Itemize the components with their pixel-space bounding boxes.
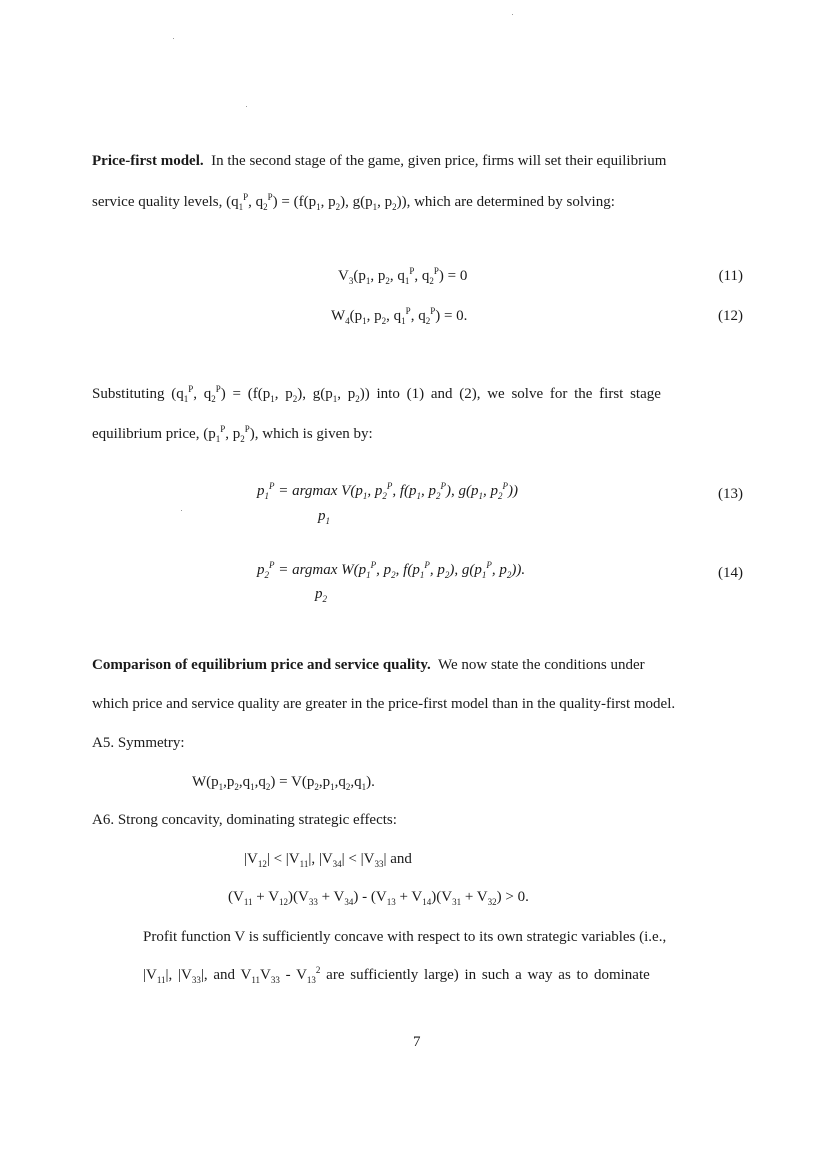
text-fragment: ) = (f(p bbox=[220, 386, 271, 402]
text-fragment: (p bbox=[353, 268, 366, 284]
equation-number-13: (13) bbox=[718, 486, 743, 502]
text-fragment: V(p bbox=[341, 483, 363, 499]
price-first-line-1 bbox=[92, 153, 666, 170]
equation-12: $W_4(p_1$, $p_2$, $q_1^P$, $q_2^P) = 0$. bbox=[331, 306, 468, 326]
comparison-line-2: which price and service quality are greater in the price-first model than in the quality-first model. bbox=[92, 696, 676, 712]
scan-speck bbox=[246, 106, 247, 107]
text-fragment: W(p bbox=[341, 562, 367, 578]
text-fragment: p bbox=[257, 483, 265, 499]
text-fragment: 3 bbox=[348, 276, 354, 286]
text-fragment: )) into (1) and (2), we solve for the first stage bbox=[359, 386, 661, 402]
profit-line-2: $|V_{11}|$, $|V_{33}|$, and $V_{11}V_{33} - V_{13}^2$ are sufficiently large) in such a way as to dominate bbox=[143, 965, 650, 985]
text-fragment: 4 bbox=[345, 316, 350, 326]
equation-number-11: (11) bbox=[718, 268, 743, 284]
price-first-heading: Price-first model. bbox=[92, 153, 204, 169]
text-fragment: (p bbox=[349, 308, 363, 324]
text-fragment: = argmax bbox=[278, 562, 338, 578]
assumption-a5-equation: $W(p_1,p_2,q_1,q_2) = V(p_2,p_1,q_2,q_1)$. bbox=[192, 774, 375, 792]
comparison-heading: Comparison of equilibrium price and service quality. bbox=[92, 657, 431, 673]
equation-14: $p_2^P = argmax$ $W(p_1^P$, $p_2$, $f(p_1^P$, $p_2$), $g(p_1^P$, $p_2$)). bbox=[257, 560, 526, 580]
text-fragment: p bbox=[318, 508, 326, 524]
scan-speck bbox=[173, 38, 174, 39]
text-fragment: Substituting (q bbox=[92, 386, 184, 402]
text-fragment: = argmax bbox=[278, 483, 338, 499]
page-number: 7 bbox=[413, 1034, 421, 1050]
text-fragment: )), which are determined by solving: bbox=[396, 194, 615, 210]
text-fragment: W bbox=[331, 308, 346, 324]
substituting-line-1: Substituting ($q_1^P$, $q_2^P) = (f(p_1$, $p_2$), $g(p_1$, $p_2$)) into (1) and (2), we solve for the first stage bbox=[92, 384, 661, 404]
text-fragment: V bbox=[338, 268, 349, 284]
equation-13-argmax-subscript: $p_1$ bbox=[318, 508, 330, 526]
equation-number-12: (12) bbox=[718, 308, 743, 324]
text-fragment: ), g(p bbox=[340, 194, 373, 210]
text-fragment: ) = (f(p bbox=[272, 194, 317, 210]
comparison-text-1: We now state the conditions under bbox=[438, 657, 645, 673]
text-fragment: are sufficiently large) in such a way as to dominate bbox=[326, 967, 650, 983]
text-fragment: ), g(p bbox=[297, 386, 333, 402]
scan-speck bbox=[181, 510, 182, 511]
text-fragment: p bbox=[257, 562, 265, 578]
comparison-line-1 bbox=[92, 657, 645, 674]
price-first-text-1: In the second stage of the game, given price, firms will set their equilibrium bbox=[211, 153, 667, 169]
price-first-line-2: service quality levels, ($q_1^P$, $q_2^P) = (f(p_1$, $p_2$), $g(p_1$, $p_2$)), which are determined by solving: bbox=[92, 192, 615, 212]
equation-11: $V_3(p_1$, $p_2$, $q_1^P$, $q_2^P) = 0$ bbox=[338, 266, 468, 286]
profit-line-1: Profit function V is sufficiently concave with respect to its own strategic variables (i.e., bbox=[143, 929, 667, 945]
scan-speck bbox=[512, 14, 513, 15]
assumption-a6-label: A6. Strong concavity, dominating strategic effects: bbox=[92, 812, 397, 828]
assumption-a5-label: A5. Symmetry: bbox=[92, 735, 185, 751]
equation-number-14: (14) bbox=[718, 565, 743, 581]
assumption-a6-inequality-2: $(V_{11} + V_{12})(V_{33} + V_{34}) - (V_{13} + V_{14})(V_{31} + V_{32}) > 0$. bbox=[228, 889, 529, 907]
equation-14-argmax-subscript: $p_2$ bbox=[315, 586, 327, 604]
text-fragment: ), which is given by: bbox=[249, 426, 373, 442]
text-fragment: p bbox=[315, 586, 323, 602]
text-fragment: = 0. bbox=[443, 308, 468, 324]
substituting-line-2: equilibrium price, ($p_1^P$, $p_2^P$), which is given by: bbox=[92, 424, 373, 444]
text-fragment: service quality levels, (q bbox=[92, 194, 239, 210]
assumption-a6-inequality-1: $|V_{12}| < |V_{11}|$, $|V_{34}| < |V_{33}|$ and bbox=[244, 851, 412, 869]
text-fragment: = 0 bbox=[447, 268, 468, 284]
equation-13: $p_1^P = argmax$ $V(p_1$, $p_2^P$, $f(p_1$, $p_2^P$), $g(p_1$, $p_2^P$)) bbox=[257, 481, 518, 501]
text-fragment: equilibrium price, (p bbox=[92, 426, 216, 442]
